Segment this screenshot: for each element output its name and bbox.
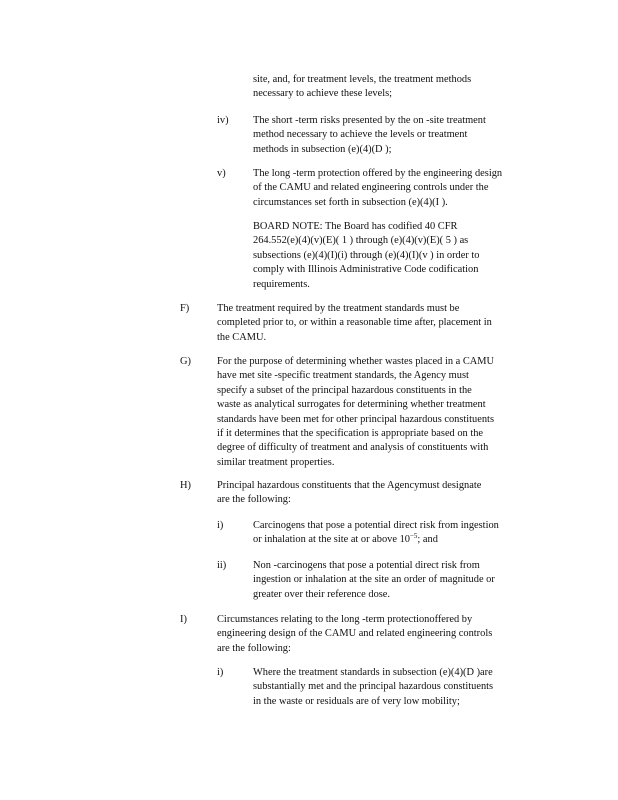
item-label-h-ii: ii) [217,560,227,571]
text-line: greater over their reference dose. [253,588,391,600]
text-line: Non -carcinogens that pose a potential direct risk from [253,560,480,571]
text-line: ingestion or inhalation at the site an order of magnitude or [253,574,495,586]
text-line: specify a subset of the principal hazardous constituents in the [217,384,472,396]
item-h-text [217,479,537,508]
text-line: Carcinogens that pose a potential direct risk from ingestion [253,520,499,531]
item-label-h: H) [180,480,191,491]
text-line: requirements. [253,278,310,290]
text-line: The long -term protection offered by the engineering design [253,168,503,179]
text-line: have met site -specific treatment standards, the Agency must [217,370,469,382]
text-line: Where the treatment standards in subsection (e)(4)(D )are [253,667,493,678]
text-line: completed prior to, or within a reasonable time after, placement in [217,317,492,329]
text-line: the CAMU. [217,331,267,343]
text-line: The treatment required by the treatment standards must be [217,303,460,314]
item-label-i-i: i) [217,667,224,678]
text-line: are the following: [217,494,291,506]
text-line: if it determines that the specification is appropriate based on the [217,428,484,440]
text-line: method necessary to achieve the levels or treatment [253,129,468,141]
text-line: The short -term risks presented by the on -site treatment [253,115,486,126]
exponent-superscript: −5 [409,532,418,541]
text-line: Principal hazardous constituents that the Agencymust designate [217,480,482,491]
text-fragment: ; and [417,534,438,546]
item-h-i-text [253,519,535,548]
text-line: comply with Illinois Administrative Code codification [253,264,479,276]
text-line: are the following: [217,642,291,654]
item-i-text [217,613,537,656]
board-note [253,220,535,292]
item-label-h-i: i) [217,520,224,531]
text-line: similar treatment properties. [217,456,335,468]
item-h-ii-text [253,559,535,602]
item-label-g: G) [180,356,191,367]
text-line: For the purpose of determining whether wastes placed in a CAMU [217,356,495,367]
text-line: substantially met and the principal hazardous constituents [253,681,494,693]
text-fragment: or inhalation at the site at or above 10 [253,534,410,546]
text-line: methods in subsection (e)(4)(D ); [253,143,392,155]
text-line: engineering design of the CAMU and related engineering controls [217,628,493,640]
item-f-text [217,302,537,345]
text-line [253,533,535,547]
item-i-i-text [253,666,535,709]
text-line: necessary to achieve these levels; [253,88,393,100]
item-label-v: v) [217,168,226,179]
text-line: standards have been met for other principal hazardous constituents [217,413,494,425]
text-line: 264.552(e)(4)(v)(E)( 1 ) through (e)(4)(v)(E)( 5 ) as [253,235,469,247]
text-line: BOARD NOTE: The Board has codified 40 CFR [253,221,458,232]
item-label-i: I) [180,614,187,625]
item-g-text [217,355,537,470]
item-iv-text [253,114,535,157]
text-line: site, and, for treatment levels, the treatment methods [253,74,472,85]
text-line: subsections (e)(4)(I)(i) through (e)(4)(I)(v ) in order to [253,249,480,261]
item-v-text [253,167,535,210]
text-line: waste as analytical surrogates for determining whether treatment [217,399,486,411]
text-line: Circumstances relating to the long -term protectionoffered by [217,614,473,625]
text-line: circumstances set forth in subsection (e)(4)(I ). [253,196,448,208]
item-label-iv: iv) [217,115,229,126]
item-label-f: F) [180,303,190,314]
paragraph-continuation [253,73,535,102]
text-line: in the waste or residuals are of very low mobility; [253,695,460,707]
text-line: of the CAMU and related engineering controls under the [253,182,489,194]
text-line: degree of difficulty of treatment and analysis of constituents with [217,442,489,454]
